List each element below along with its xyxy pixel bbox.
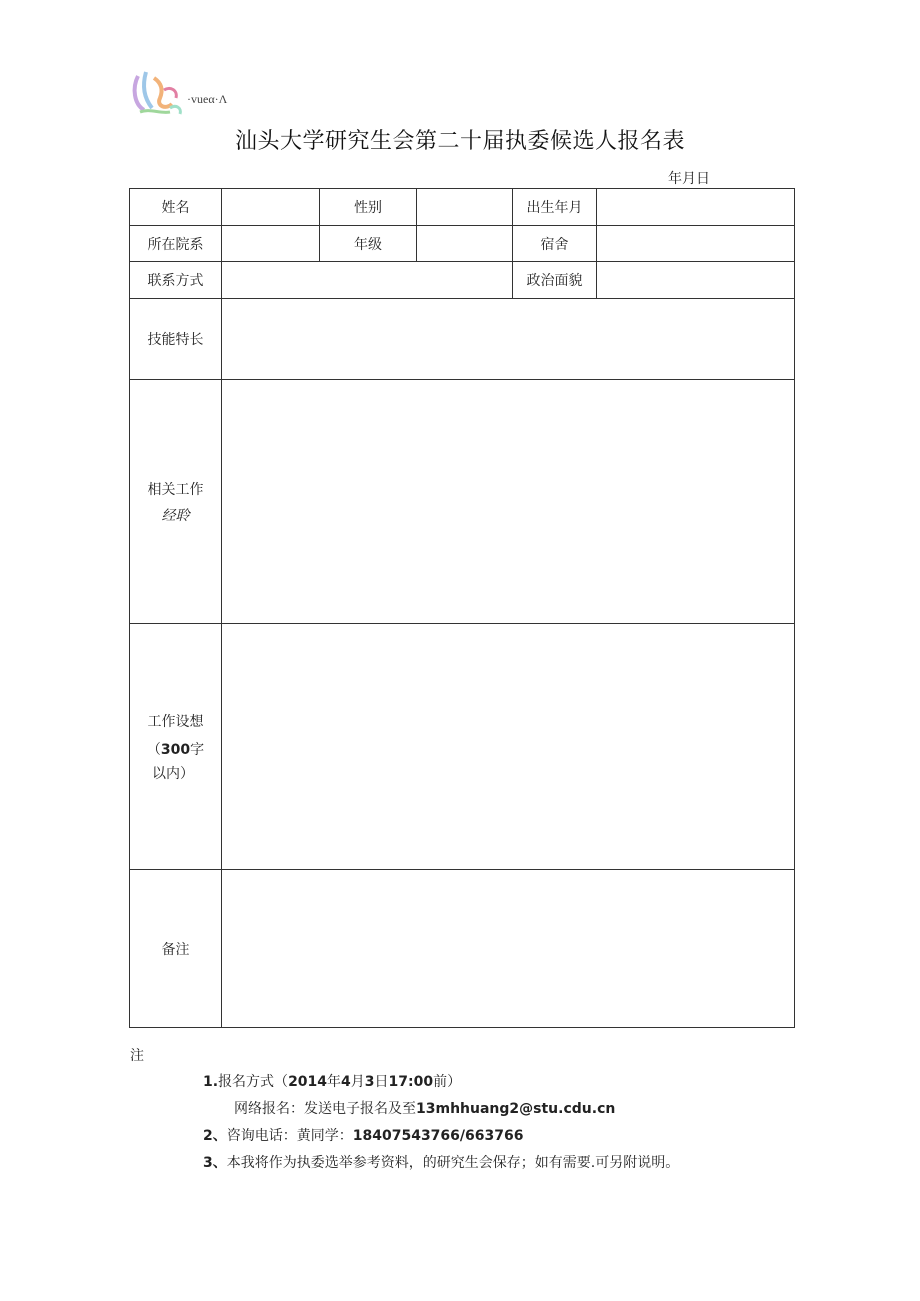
note-1b-text: 网络报名：发送电子报名及至 bbox=[234, 1101, 416, 1117]
logo-text: ·vueα·Λ bbox=[187, 92, 228, 106]
plan-label-line2 bbox=[130, 739, 221, 759]
note-3-text: 本我将作为执委选举参考资料，的研究生会保存；如有需要.可另附说明。 bbox=[226, 1155, 680, 1171]
name-label: 姓名 bbox=[130, 189, 222, 226]
note-1-year: 2014 bbox=[288, 1074, 328, 1090]
experience-label-line1: 相关工作 bbox=[147, 481, 204, 498]
grade-label: 年级 bbox=[320, 226, 417, 262]
remarks-field[interactable] bbox=[222, 870, 795, 1028]
note-3-number: 3、 bbox=[203, 1155, 227, 1171]
form-row-school bbox=[130, 226, 795, 262]
note-1-end: 前） bbox=[433, 1074, 462, 1090]
logo-icon bbox=[130, 68, 190, 116]
contact-field[interactable] bbox=[222, 262, 513, 299]
plan-label bbox=[130, 624, 222, 870]
note-1-number: 1. bbox=[203, 1074, 219, 1090]
contact-label: 联系方式 bbox=[130, 262, 222, 299]
plan-label-line3: 以内） bbox=[152, 765, 194, 782]
dorm-label: 宿舍 bbox=[513, 226, 597, 262]
note-item-2 bbox=[203, 1125, 523, 1145]
notes-heading: 注 bbox=[130, 1048, 144, 1064]
note-1-text: 报名方式（ bbox=[218, 1074, 289, 1090]
note-item-1b bbox=[234, 1098, 615, 1118]
remarks-label: 备注 bbox=[130, 870, 222, 1028]
grade-field[interactable] bbox=[417, 226, 513, 262]
registration-form-table bbox=[129, 188, 795, 1028]
form-row-experience bbox=[130, 380, 795, 624]
plan-paren: （ bbox=[146, 741, 161, 758]
political-label: 政治面貌 bbox=[513, 262, 597, 299]
form-row-remarks bbox=[130, 870, 795, 1028]
plan-label-line1: 工作设想 bbox=[147, 713, 204, 730]
dorm-field[interactable] bbox=[597, 226, 795, 262]
dept-label: 所在院系 bbox=[130, 226, 222, 262]
gender-label: 性别 bbox=[320, 189, 417, 226]
date-label: 年月日 bbox=[668, 171, 710, 187]
note-1-time: 17:00 bbox=[388, 1074, 434, 1090]
birth-field[interactable] bbox=[597, 189, 795, 226]
note-2-number: 2、 bbox=[203, 1128, 227, 1144]
note-1b-email: 13mhhuang2@stu.cdu.cn bbox=[416, 1101, 616, 1117]
note-1-day: 3 bbox=[364, 1074, 375, 1090]
plan-limit-unit: 字 bbox=[190, 741, 205, 758]
form-row-skills bbox=[130, 299, 795, 380]
note-1-month: 4 bbox=[341, 1074, 351, 1090]
note-2-text: 咨询电话：黄同学： bbox=[226, 1128, 353, 1144]
experience-label-line2: 经聆 bbox=[161, 507, 190, 524]
note-item-3 bbox=[203, 1152, 679, 1172]
experience-label bbox=[130, 380, 222, 624]
note-item-1 bbox=[203, 1071, 461, 1091]
note-1-day-unit: 日 bbox=[374, 1074, 389, 1090]
note-1-year-unit: 年 bbox=[327, 1074, 342, 1090]
political-field[interactable] bbox=[597, 262, 795, 299]
plan-limit-number: 300 bbox=[160, 741, 191, 758]
plan-field[interactable] bbox=[222, 624, 795, 870]
note-1-month-unit: 月 bbox=[350, 1074, 365, 1090]
skills-label: 技能特长 bbox=[130, 299, 222, 380]
note-2-phone: 18407543766/663766 bbox=[352, 1128, 524, 1144]
form-row-plan bbox=[130, 624, 795, 870]
form-row-contact bbox=[130, 262, 795, 299]
name-field[interactable] bbox=[222, 189, 320, 226]
gender-field[interactable] bbox=[417, 189, 513, 226]
dept-field[interactable] bbox=[222, 226, 320, 262]
experience-field[interactable] bbox=[222, 380, 795, 624]
page-title: 汕头大学研究生会第二十届执委候选人报名表 bbox=[234, 129, 685, 154]
form-row-basic bbox=[130, 189, 795, 226]
skills-field[interactable] bbox=[222, 299, 795, 380]
birth-label: 出生年月 bbox=[513, 189, 597, 226]
